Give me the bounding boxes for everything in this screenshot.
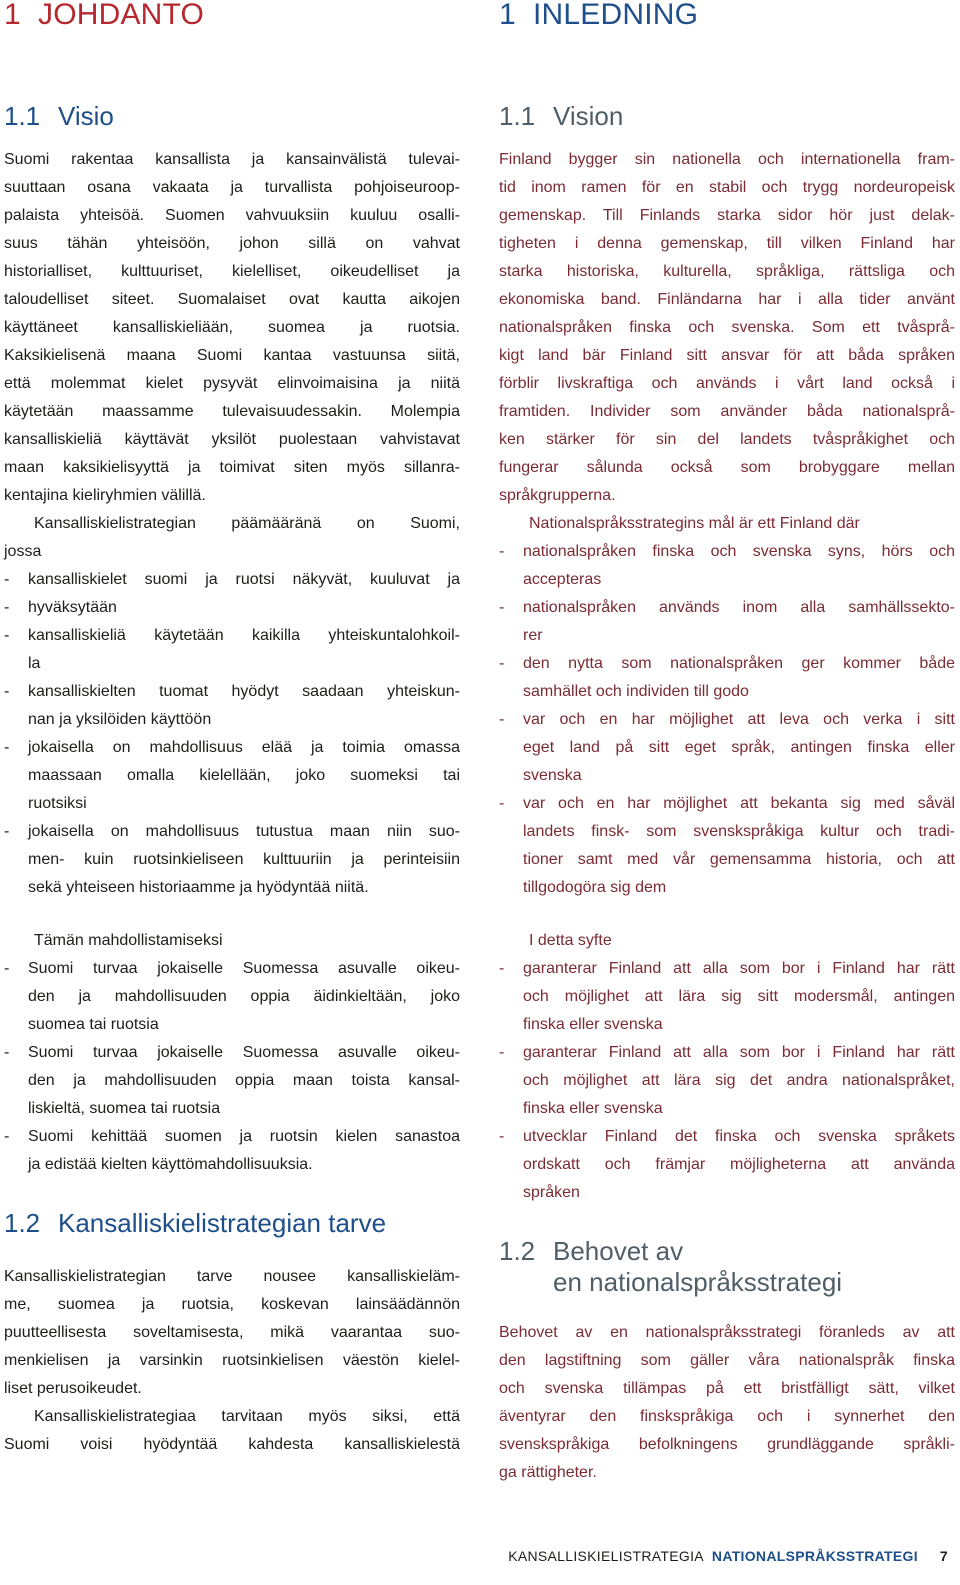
text-line: tid inom ramen för en stabil och trygg nordeuropeisk [499,179,955,196]
strategy-need-text-fi [4,1263,460,1459]
text-line: tigheten i denna gemenskap, till vilken Finland har [499,235,955,252]
text-line: historialliset, kulttuuriset, kielelliset, oikeudelliset ja [4,263,460,280]
text-line: förblir livskraftiga och används i vårt land också i [499,375,955,392]
text-line: taloudelliset siteet. Suomalaiset ovat kautta aikojen [4,291,460,308]
text-line: menkielisen ja varsinkin ruotsinkielisen väestön kielel- [4,1352,460,1369]
text-line: kigt land bär Finland sitt ansvar för att båda språken [499,347,955,364]
section-title-line-2: en nationalspråksstrategi [553,1267,843,1297]
list-item-cont: ja edistää kielten käyttömahdollisuuksia. [28,1156,313,1173]
list-item: - kansalliskielten tuomat hyödyt saadaan yhteiskun- [4,678,460,706]
text-line: ga rättigheter. [499,1464,597,1481]
chapter-title: INLEDNING [533,0,699,31]
section-heading-1-1-sv [499,101,623,132]
text-line: jossa [4,543,42,560]
list-item-cont: nan ja yksilöiden käyttöön [28,711,212,728]
list-item: - jokaisella on mahdollisuus elää ja toimia omassa [4,734,460,762]
list-item: - utvecklar Finland det finska och svenska språkets [499,1123,955,1151]
list-item-cont: maassaan omalla kielellään, joko suomeksi tai [28,767,460,784]
text-line: me, suomea ja ruotsia, koskevan lainsäädännön [4,1296,460,1313]
list-item-cont: liskieltä, suomea tai ruotsia [28,1100,221,1117]
text-line: svenskspråkiga befolkningens grundläggande språkli- [499,1436,955,1453]
text-line: maan kaksikielisyyttä ja toimivat siten myös sillanra- [4,459,460,476]
list-item: - Suomi turvaa jokaiselle Suomessa asuvalle oikeu- [4,955,460,983]
list-item-cont: tillgodogöra sig dem [523,879,667,896]
list-item-cont: la [28,655,41,672]
list-item: - kansalliskielet suomi ja ruotsi näkyvät, kuuluvat ja [4,566,460,594]
list-item: - var och en har möjlighet att leva och verka i sitt [499,706,955,734]
text-line: Kansalliskielistrategian tarve nousee kansalliskieläm- [4,1268,460,1285]
text-line: Behovet av en nationalspråksstrategi föranleds av att [499,1324,955,1341]
list-item-cont: sekä yhteiseen historiaamme ja hyödyntää niitä. [28,879,369,896]
text-line: kentajina kieliryhmien välillä. [4,487,206,504]
list-item: - Suomi turvaa jokaiselle Suomessa asuvalle oikeu- [4,1039,460,1067]
text-line: että molemmat kielet pysyvät elinvoimaisina ja niitä [4,375,460,392]
text-line: Kansalliskielistrategian päämääränä on Suomi, [34,515,460,532]
chapter-heading-sv [499,0,698,32]
text-line: äventyrar den finskspråkiga och i synnerhet den [499,1408,955,1425]
text-line: språkgrupperna. [499,487,616,504]
list-item-cont: samhället och individen till godo [523,683,749,700]
list-item-cont: men- kuin ruotsinkieliseen kulttuuriin ja perinteisiin [28,851,460,868]
purpose-text-sv [499,927,955,1207]
section-title-line-1: Behovet av [553,1236,684,1266]
list-item-cont: tioner samt med vår gemensamma historia, och att [523,851,955,868]
chapter-number: 1 [499,0,516,31]
chapter-title: JOHDANTO [38,0,205,31]
list-item: - nationalspråken finska och svenska syns, hörs och [499,538,955,566]
list-item-cont: svenska [523,767,582,784]
text-line: starka historiska, kulturella, språkliga, rättsliga och [499,263,955,280]
section-heading-1-1-fi [4,101,114,132]
text-line: fungerar sålunda också som brobyggare mellan [499,459,955,476]
list-item-cont: landets finsk- som svenskspråkiga kultur och tradi- [523,823,955,840]
list-item-cont: - hyväksytään [4,594,460,622]
list-item-cont: och möjlighet att lära sig det andra nationalspråket, [523,1072,955,1089]
text-line: Kansalliskielistrategiaa tarvitaan myös siksi, että [34,1408,460,1425]
list-item-cont: ruotsiksi [28,795,87,812]
text-line: gemenskap. Till Finlands starka sidor hör just delak- [499,207,955,224]
section-heading-1-2-fi [4,1208,386,1239]
enabling-text-fi [4,927,460,1179]
section-title: Visio [58,101,114,131]
list-item-cont: finska eller svenska [523,1100,663,1117]
list-item: - garanterar Finland att alla som bor i Finland har rätt [499,1039,955,1067]
text-line: Suomi voisi hyödyntää kahdesta kansalliskielestä [4,1436,460,1453]
list-item-cont: och möjlighet att lära sig sitt modersmål, antingen [523,988,955,1005]
list-item-cont: den ja mahdollisuuden oppia äidinkieltään, joko [28,988,460,1005]
footer-title-sv: NATIONALSPRÅKSSTRATEGI [711,1548,918,1564]
vision-text-sv [499,146,955,902]
chapter-heading-fi [4,0,204,32]
page-number: 7 [939,1548,948,1564]
text-line: suuttaan osana vakaata ja turvallista pohjoiseuroop- [4,179,460,196]
text-line: nationalspråken finska och svenska. Som ett tvåsprå- [499,319,955,336]
text-line: Suomi rakentaa kansallista ja kansainvälistä tulevai- [4,151,460,168]
section-number: 1.2 [4,1208,41,1238]
visio-text-fi [4,146,460,902]
list-item-cont: finska eller svenska [523,1016,663,1033]
list-item-cont: den ja mahdollisuuden oppia maan toista kansal- [28,1072,460,1089]
list-item: - garanterar Finland att alla som bor i Finland har rätt [499,955,955,983]
text-line: Nationalspråksstrategins mål är ett Finland där [529,515,860,532]
strategy-need-text-sv [499,1319,955,1487]
text-line: suus tähän yhteisöön, johon sillä on vahvat [4,235,460,252]
text-line: och svenska tillämpas på ett bristfälligt sätt, vilket [499,1380,955,1397]
text-line: liset perusoikeudet. [4,1380,142,1397]
page-footer [508,1548,948,1564]
text-line: ken stärker för sin del landets tvåspråkighet och [499,431,955,448]
list-item-cont: ordskatt och främjar möjligheterna att använda [523,1156,955,1173]
list-item: - kansalliskieliä käytetään kaikilla yhteiskuntalohkoil- [4,622,460,650]
text-line: I detta syfte [529,932,612,949]
text-line: Tämän mahdollistamiseksi [34,932,223,949]
list-item-cont: eget land på sitt eget språk, antingen finska eller [523,739,955,756]
list-item: - nationalspråken används inom alla samhällssekto- [499,594,955,622]
section-title: Vision [553,101,624,131]
chapter-number: 1 [4,0,21,31]
list-item: - jokaisella on mahdollisuus tutustua maan niin suo- [4,818,460,846]
text-line: käyttäneet kansalliskieliään, suomea ja ruotsia. [4,319,460,336]
footer-title-fi: KANSALLISKIELISTRATEGIA [508,1548,704,1564]
text-line: puutteellisesta soveltamisesta, mikä vaarantaa suo- [4,1324,460,1341]
list-item-cont: språken [523,1184,580,1201]
section-number: 1.1 [499,101,536,131]
text-line: käytetään maassamme tulevaisuudessakin. Molempia [4,403,460,420]
section-number: 1.2 [499,1236,536,1266]
text-line: palaista yhteisöä. Suomen vahvuuksiin kuuluu osalli- [4,207,460,224]
text-line: Finland bygger sin nationella och internationella fram- [499,151,955,168]
list-item-cont: rer [523,627,543,644]
text-line: den lagstiftning som gäller våra nationalspråk finska [499,1352,955,1369]
text-line: ekonomiska band. Finländarna har i alla tider använt [499,291,955,308]
section-heading-1-2-sv [499,1236,842,1298]
list-item: - den nytta som nationalspråken ger kommer både [499,650,955,678]
list-item: - Suomi kehittää suomen ja ruotsin kielen sanastoa [4,1123,460,1151]
text-line: kansalliskieliä käyttävät yksilöt puolestaan vahvistavat [4,431,460,448]
text-line: Kaksikielisenä maana Suomi kantaa vastuunsa siitä, [4,347,460,364]
section-title: Kansalliskielistrategian tarve [58,1208,387,1238]
list-item-cont: suomea tai ruotsia [28,1016,159,1033]
list-item: - var och en har möjlighet att bekanta sig med såväl [499,790,955,818]
text-line: framtiden. Individer som använder båda nationalsprå- [499,403,955,420]
section-number: 1.1 [4,101,41,131]
list-item-cont: accepteras [523,571,602,588]
